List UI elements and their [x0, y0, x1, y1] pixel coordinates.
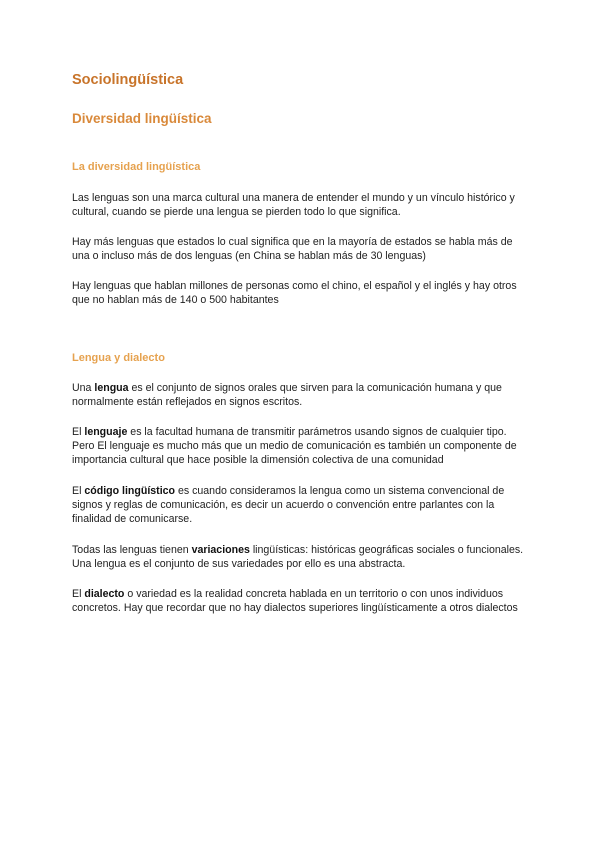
paragraph: Hay más lenguas que estados lo cual significa que en la mayoría de estados se habla más de una o incluso más de dos lenguas (en China se hablan más de 30 lenguas) [72, 236, 513, 263]
paragraph: Hay lenguas que hablan millones de personas como el chino, el español y el inglés y hay otros que no hablan más de 140 o 500 habitantes [72, 280, 517, 307]
paragraph-variaciones: Todas las lenguas tienen variaciones lingüísticas: históricas geográficas sociales o funcionales. Una lengua es el conjunto de sus variedades por ello es una abstracta. [72, 544, 524, 571]
section-heading-diversidad: La diversidad lingüística [72, 161, 201, 173]
section-heading-lengua-dialecto: Lengua y dialecto [72, 352, 165, 364]
paragraph: Las lenguas son una marca cultural una manera de entender el mundo y un vínculo histórico y cultural, cuando se pierde una lengua se pierden todo lo que significa. [72, 192, 515, 219]
paragraph-dialecto: El dialecto o variedad es la realidad concreta hablada en un territorio o con unos individuos concretos. Hay que recordar que no hay dialectos superiores lingüísticamente a otros dialectos [72, 588, 518, 615]
term-lengua: lengua [94, 382, 129, 394]
term-codigo-linguistico: código lingüístico [84, 485, 176, 497]
term-lenguaje: lenguaje [84, 426, 128, 438]
paragraph-lengua: Una lengua es el conjunto de signos orales que sirven para la comunicación humana y que normalmente están reflejados en signos escritos. [72, 382, 502, 409]
term-variaciones: variaciones [191, 544, 250, 556]
term-dialecto: dialecto [84, 588, 125, 600]
paragraph-lenguaje: El lenguaje es la facultad humana de transmitir parámetros usando signos de cualquier tipo. Pero El lenguaje es mucho más que un medio de comunicación es también un componente de importancia cultural que hace posible la dimensión colectiva de una comunidad [72, 426, 517, 467]
paragraph-codigo: El código lingüístico es cuando consideramos la lengua como un sistema convencional de signos y reglas de comunicación, es decir un acuerdo o convención entre parlantes con la finalidad de comunicarse. [72, 485, 505, 526]
document-subtitle: Diversidad lingüística [72, 111, 212, 126]
document-title: Sociolingüística [72, 72, 184, 88]
